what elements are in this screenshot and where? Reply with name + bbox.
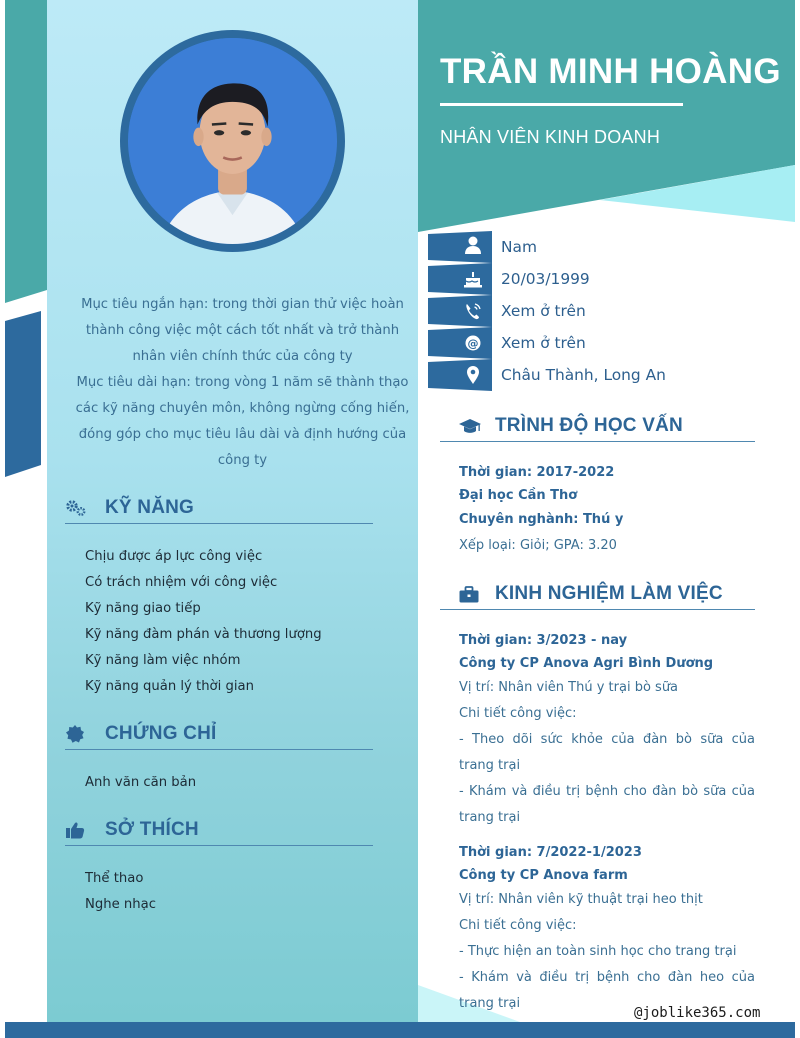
education-school: Đại học Cần Thơ bbox=[459, 488, 578, 503]
list-item: Thể thao bbox=[85, 871, 144, 886]
job-title: NHÂN VIÊN KINH DOANH bbox=[440, 127, 661, 147]
gears-icon bbox=[65, 497, 91, 519]
certificate-icon bbox=[65, 723, 91, 745]
list-item: Chịu được áp lực công việc bbox=[85, 549, 263, 564]
contact-text: 20/03/1999 bbox=[501, 270, 590, 288]
skills-list bbox=[85, 544, 322, 700]
experience-job-1 bbox=[459, 629, 755, 831]
career-objective bbox=[70, 292, 415, 474]
contact-gender bbox=[428, 231, 537, 263]
profile-photo bbox=[128, 38, 337, 244]
job-time: Thời gian: 3/2023 - nay bbox=[459, 633, 628, 648]
birthday-cake-icon bbox=[428, 263, 492, 295]
contact-text: Xem ở trên bbox=[501, 302, 586, 320]
skills-section-header bbox=[65, 497, 194, 519]
education-grade: Xếp loại: Giỏi; GPA: 3.20 bbox=[459, 538, 617, 553]
objective-long-term: Mục tiêu dài hạn: trong vòng 1 năm sẽ thành thạo các kỹ năng chuyên môn, không ngừng cống hiến, đóng góp cho mục tiêu lâu dài và định hướng của công ty bbox=[75, 375, 410, 468]
certificates-section-header bbox=[65, 723, 217, 745]
job-detail: - Khám và điều trị bệnh cho đàn bò sữa của trang trại bbox=[459, 784, 755, 825]
education-time: Thời gian: 2017-2022 bbox=[459, 465, 615, 480]
education-entry bbox=[459, 461, 755, 559]
hobbies-title: SỞ THÍCH bbox=[105, 819, 199, 840]
contact-email bbox=[428, 327, 586, 359]
contact-text: Nam bbox=[501, 238, 537, 256]
contact-birthday bbox=[428, 263, 590, 295]
name-underline bbox=[440, 103, 683, 106]
job-position: Vị trí: Nhân viên Thú y trại bò sữa bbox=[459, 680, 679, 695]
skills-title: KỸ NĂNG bbox=[105, 497, 195, 518]
experience-job-2 bbox=[459, 841, 755, 1017]
experience-title: KINH NGHIỆM LÀM VIỆC bbox=[495, 583, 723, 604]
hobbies-divider bbox=[65, 845, 373, 846]
hobbies-section-header bbox=[65, 819, 199, 841]
graduation-cap-icon bbox=[459, 416, 481, 436]
list-item: Có trách nhiệm với công việc bbox=[85, 575, 278, 590]
person-icon bbox=[428, 231, 492, 263]
education-section-header bbox=[459, 415, 683, 437]
contact-text: Xem ở trên bbox=[501, 334, 586, 352]
phone-icon bbox=[428, 295, 492, 327]
at-sign-icon bbox=[428, 327, 492, 359]
job-detail: - Theo dõi sức khỏe của đàn bò sữa của trang trại bbox=[459, 732, 755, 773]
avatar bbox=[128, 38, 337, 244]
list-item: Nghe nhạc bbox=[85, 897, 156, 912]
thumbs-up-icon bbox=[65, 819, 91, 841]
job-time: Thời gian: 7/2022-1/2023 bbox=[459, 845, 642, 860]
job-details-label: Chi tiết công việc: bbox=[459, 918, 577, 933]
objective-short-term: Mục tiêu ngắn hạn: trong thời gian thử việc hoàn thành công việc một cách tốt nhất và trở thành nhân viên chính thức của công ty bbox=[81, 297, 404, 364]
certificates-divider bbox=[65, 749, 373, 750]
education-major: Chuyên nghành: Thú y bbox=[459, 512, 624, 527]
list-item: Anh văn căn bản bbox=[85, 775, 197, 790]
certificates-title: CHỨNG CHỈ bbox=[105, 723, 217, 744]
education-title: TRÌNH ĐỘ HỌC VẤN bbox=[495, 415, 683, 436]
job-company: Công ty CP Anova Agri Bình Dương bbox=[459, 656, 714, 671]
certificates-list bbox=[85, 770, 196, 796]
list-item: Kỹ năng đàm phán và thương lượng bbox=[85, 627, 322, 642]
briefcase-icon bbox=[459, 584, 481, 604]
list-item: Kỹ năng làm việc nhóm bbox=[85, 653, 241, 668]
job-company: Công ty CP Anova farm bbox=[459, 868, 628, 883]
svg-text:@: @ bbox=[467, 337, 479, 350]
job-details-label: Chi tiết công việc: bbox=[459, 706, 577, 721]
avatar-ring bbox=[120, 30, 345, 252]
location-pin-icon bbox=[428, 359, 492, 391]
watermark: @joblike365.com bbox=[634, 1005, 761, 1021]
candidate-name: TRẦN MINH HOÀNG bbox=[440, 52, 781, 91]
education-divider bbox=[440, 441, 755, 442]
list-item: Kỹ năng giao tiếp bbox=[85, 601, 201, 616]
contact-text: Châu Thành, Long An bbox=[501, 366, 666, 384]
job-position: Vị trí: Nhân viên kỹ thuật trại heo thịt bbox=[459, 892, 703, 907]
job-detail: - Thực hiện an toàn sinh học cho trang trại bbox=[459, 944, 737, 959]
experience-section-header bbox=[459, 583, 723, 605]
experience-divider bbox=[440, 609, 755, 610]
list-item: Kỹ năng quản lý thời gian bbox=[85, 679, 254, 694]
job-detail: - Khám và điều trị bệnh cho đàn heo của trang trại bbox=[459, 970, 755, 1011]
skills-divider bbox=[65, 523, 373, 524]
hobbies-list bbox=[85, 866, 156, 918]
contact-phone bbox=[428, 295, 586, 327]
contact-address bbox=[428, 359, 666, 391]
